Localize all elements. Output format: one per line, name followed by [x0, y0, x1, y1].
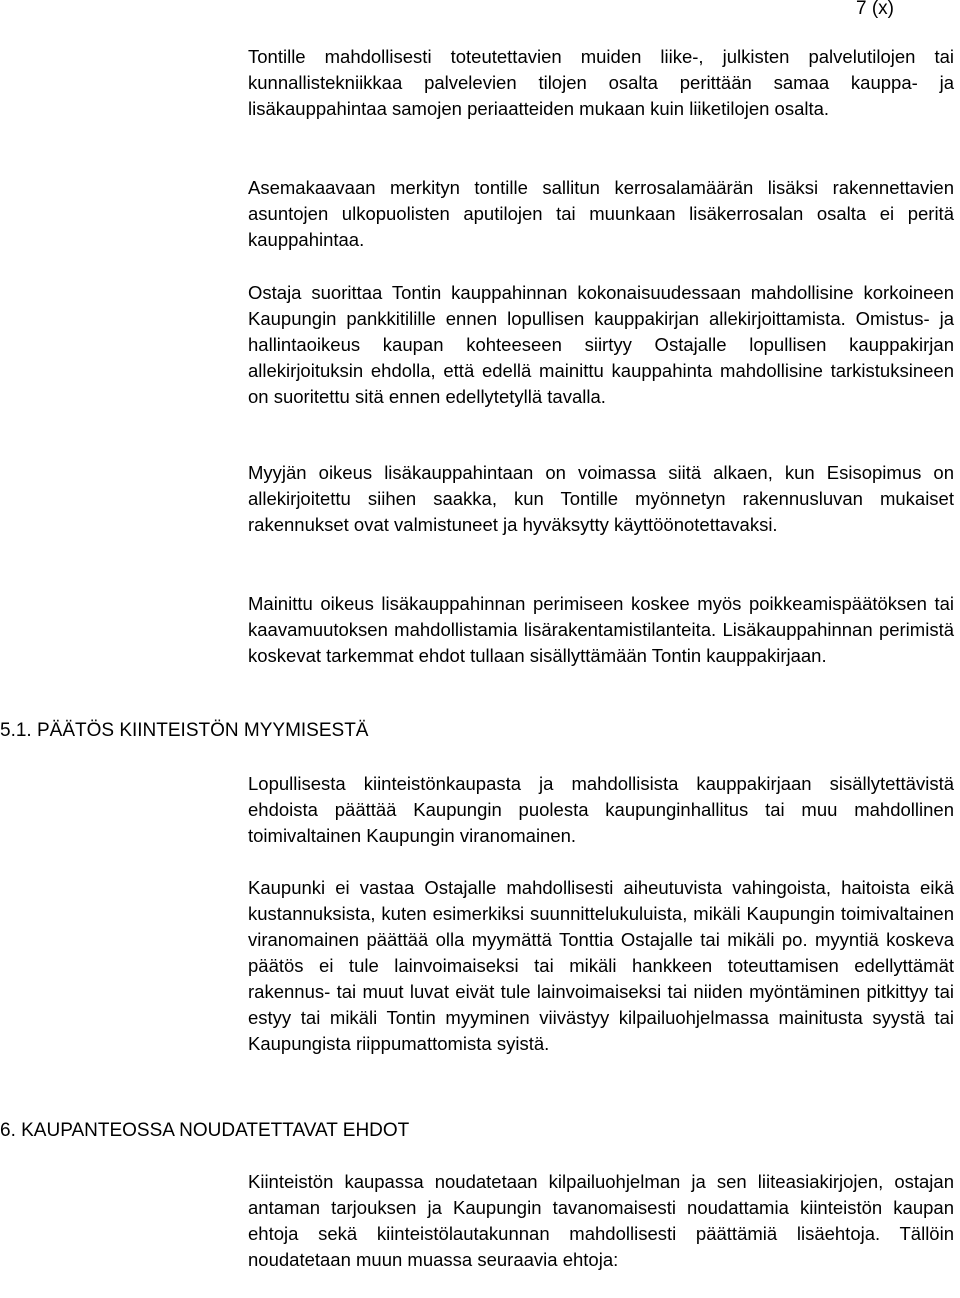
paragraph-sale-conditions: Kiinteistön kaupassa noudatetaan kilpailuohjelman ja sen liiteasiakirjojen, ostajan antaman tarjouksen ja Kaupungin tavanomaisesti noudattamia kiinteistön kaupan ehtoja sekä kiinteistölautakunnan mahdollisesti päättämiä lisäehtoja. Tällöin noudatetaan muun muassa seuraavia ehtoja: [248, 1171, 954, 1270]
heading-section-6: 6. KAUPANTEOSSA NOUDATETTAVAT EHDOT [0, 1120, 410, 1141]
paragraph-liability-disclaimer: Kaupunki ei vastaa Ostajalle mahdollisesti aiheutuvista vahingoista, haitoista eikä kustannuksista, kuten esimerkiksi suunnittelukuluista, mikäli Kaupungin toimivaltainen viranomainen päättää olla myymättä Tonttia Ostajalle tai mikäli po. myyntiä koskeva päätös ei tule lainvoimaiseksi tai mikäli hankkeen toteuttamisen edellyttämät rakennus- tai muut luvat eivät tule lainvoimaiseksi tai niiden myöntäminen pitkittyy tai estyy tai mikäli Tontin myyminen viivästyy kilpailuohjelmassa mainitusta syystä tai Kaupungista riippumattomista syistä. [248, 877, 954, 1054]
paragraph-final-decision: Lopullisesta kiinteistönkaupasta ja mahdollisista kauppakirjaan sisällytettävistä ehdoista päättää Kaupungin puolesta kaupunginhallitus tai muu mahdollinen toimivaltainen Kaupungin viranomainen. [248, 773, 954, 846]
paragraph-additional-price-scope: Mainittu oikeus lisäkauppahinnan perimiseen koskee myös poikkeamispäätöksen tai kaavamuutoksen mahdollistamia lisärakentamistilanteita. Lisäkauppahinnan perimistä koskevat tarkemmat ehdot tullaan sisällyttämään Tontin kauppakirjaan. [248, 593, 954, 666]
paragraph-additional-price-validity: Myyjän oikeus lisäkauppahintaan on voimassa siitä alkaen, kun Esisopimus on allekirjoitettu siihen saakka, kun Tontille myönnetyn rakennusluvan mukaiset rakennukset ovat valmistuneet ja hyväksytty käyttöönotettavaksi. [248, 462, 954, 535]
heading-section-5-1: 5.1. PÄÄTÖS KIINTEISTÖN MYYMISESTÄ [0, 720, 369, 741]
paragraph-commercial-premises: Tontille mahdollisesti toteutettavien muiden liike-, julkisten palvelutilojen tai kunnallistekniikkaa palvelevien tilojen osalta perittään samaa kauppa- ja lisäkauppahintaa samojen periaatteiden mukaan kuin liiketilojen osalta. [248, 46, 954, 119]
paragraph-auxiliary-spaces: Asemakaavaan merkityn tontille sallitun kerrosalamäärän lisäksi rakennettavien asuntojen ulkopuolisten aputilojen tai muunkaan lisäkerrosalan osalta ei peritä kauppahintaa. [248, 177, 954, 250]
paragraph-payment-terms: Ostaja suorittaa Tontin kauppahinnan kokonaisuudessaan mahdollisine korkoineen Kaupungin pankkitilille ennen lopullisen kauppakirjan allekirjoittamista. Omistus- ja hallintaoikeus kaupan kohteeseen siirtyy Ostajalle lopullisen kauppakirjan allekirjoituksin ehdolla, että edellä mainittu kauppahinta mahdollisine tarkistuksineen on suoritettu sitä ennen edellytetyllä tavalla. [248, 282, 954, 407]
page-number: 7 (x) [856, 0, 894, 19]
